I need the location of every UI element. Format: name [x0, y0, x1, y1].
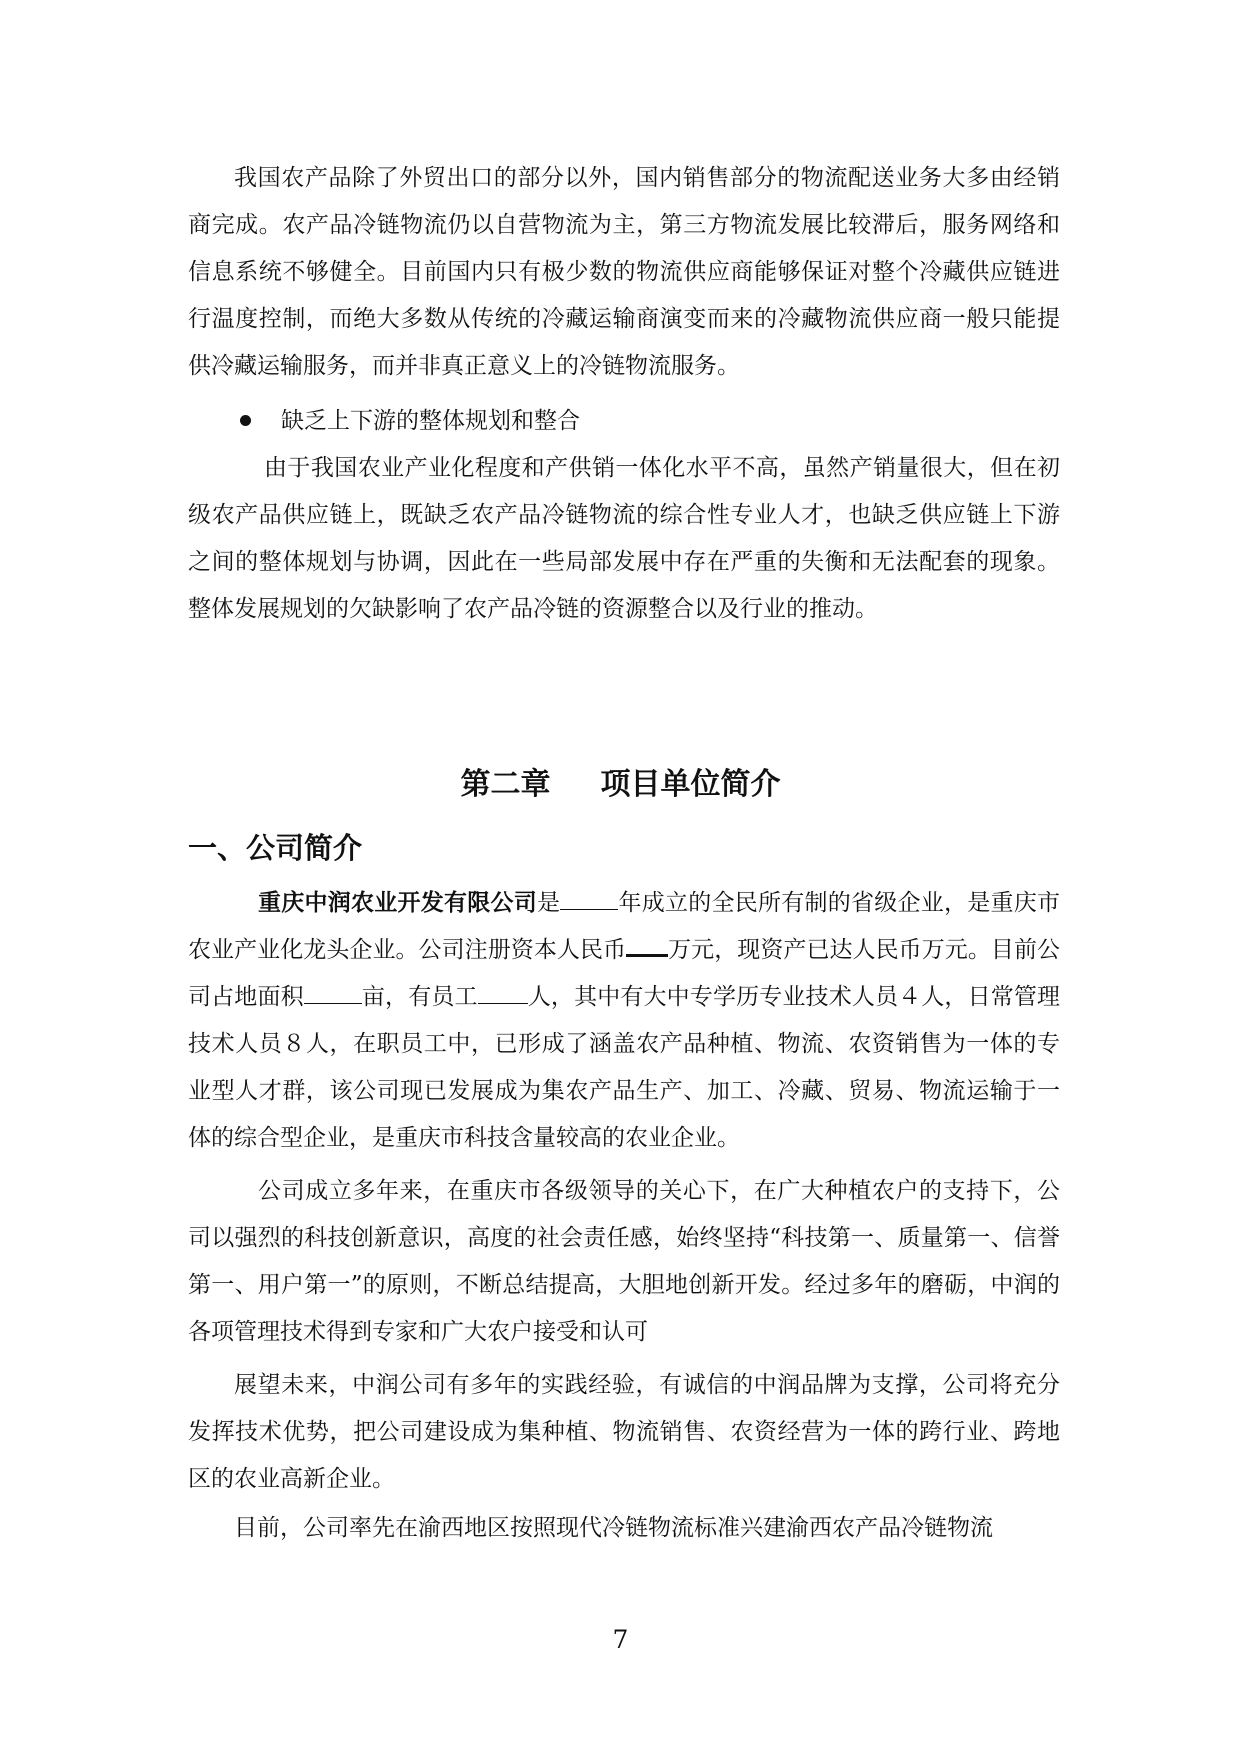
paragraph-outlook: 展望未来，中润公司有多年的实践经验，有诚信的中润品牌为支撑，公司将充分发挥技术优势，把公司建设成为集种植、物流销售、农资经营为一体的跨行业、跨地区的农业高新企业。 — [188, 1372, 1060, 1492]
paragraph-current: 目前，公司率先在渝西地区按照现代冷链物流标准兴建渝西农产品冷链物流 — [234, 1515, 993, 1541]
company-name: 重庆中润农业开发有限公司 — [258, 890, 537, 916]
bullet-text: 缺乏上下游的整体规划和整合 — [281, 408, 580, 434]
blank-field-year — [560, 885, 618, 910]
paragraph-cold-chain-logistics: 我国农产品除了外贸出口的部分以外，国内销售部分的物流配送业务大多由经销商完成。农产品冷链物流仍以自营物流为主，第三方物流发展比较滞后，服务网络和信息系统不够健全。目前国内只有极少数的物流供应商能够保证对整个冷藏供应链进行温度控制，而绝大多数从传统的冷藏运输商演变而来的冷藏物流供应商一般只能提供冷藏运输服务，而并非真正意义上的冷链物流服务。 — [188, 165, 1060, 379]
page-number: 7 — [612, 1625, 629, 1654]
chapter-heading — [0, 760, 1241, 810]
blank-field-area — [304, 979, 362, 1004]
chapter-number: 第二章 — [460, 767, 551, 802]
paragraph-company-intro: 重庆中润农业开发有限公司是 年成立的全民所有制的省级企业，是重庆市农业产业化龙头企业。公司注册资本人民币 万元，现资产已达人民币万元。目前公司占地面积 亩，有员工 人，其中有大中专学历专业技术人员４人，日常管理技术人员８人，在职员工中，已形成了涵盖农产品种植、物流、农资销售为一体的专业型人才群，该公司现已发展成为集农产品生产、加工、冷藏、贸易、物流运输于一体的综合型企业，是重庆市科技含量较高的农业企业。 — [188, 880, 1060, 1162]
blank-field-staff — [478, 979, 528, 1004]
section-heading: 一、公司简介 — [188, 831, 363, 865]
bullet-icon — [240, 415, 251, 426]
chapter-title: 项目单位简介 — [600, 767, 781, 802]
paragraph-planning: 由于我国农业产业化程度和产供销一体化水平不高，虽然产销量很大，但在初级农产品供应链上，既缺乏农产品冷链物流的综合性专业人才，也缺乏供应链上下游之间的整体规划与协调，因此在一些局部发展中存在严重的失衡和无法配套的现象。整体发展规划的欠缺影响了农产品冷链的资源整合以及行业的推动。 — [188, 455, 1060, 622]
paragraph-development: 公司成立多年来，在重庆市各级领导的关心下，在广大种植农户的支持下，公司以强烈的科技创新意识，高度的社会责任感，始终坚持“科技第一、质量第一、信誉第一、用户第一”的原则，不断总结提高，大胆地创新开发。经过多年的磨砺，中润的各项管理技术得到专家和广大农户接受和认可 — [188, 1178, 1060, 1345]
bullet-item — [240, 398, 580, 445]
blank-field-capital — [626, 930, 668, 957]
